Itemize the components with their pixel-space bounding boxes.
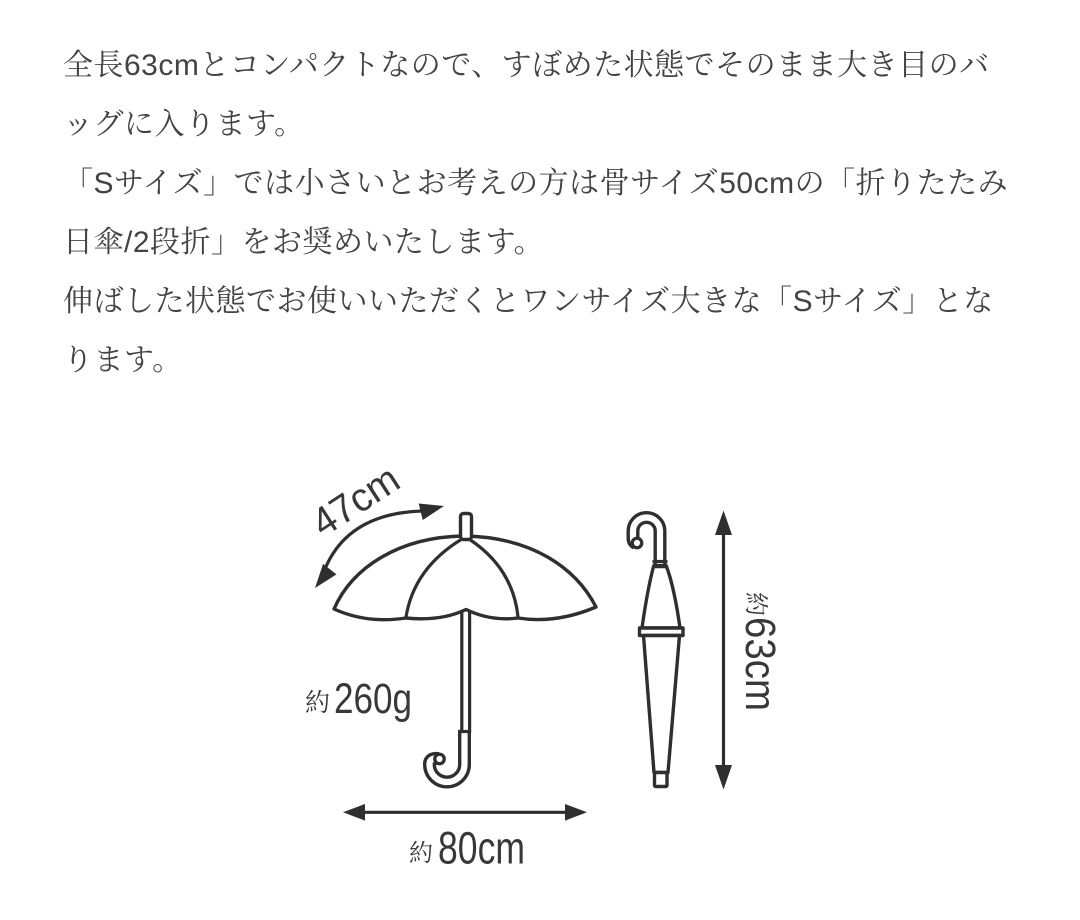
umbrella-canopy xyxy=(334,536,596,620)
description-paragraph: 全長63cmとコンパクトなので、すぼめた状態でそのまま大き目のバッグに入ります。 xyxy=(63,49,990,141)
open-umbrella-illustration xyxy=(334,514,596,783)
folded-canopy-body xyxy=(644,636,680,773)
length-label-prefix: 約 xyxy=(742,592,769,616)
handle-tip xyxy=(436,756,442,762)
description-paragraph: 「Sサイズ」では小さいとお考えの方は骨サイズ50cmの「折りたたみ日傘/2段折」をお奨めいたします。 xyxy=(63,167,1009,259)
rib-length-label: 47cm xyxy=(303,455,410,546)
width-label-prefix: 約 xyxy=(409,840,433,867)
arrowhead-down xyxy=(715,765,732,790)
height-arrow xyxy=(715,511,784,790)
arrowhead-right xyxy=(565,804,587,821)
arrowhead-up-right xyxy=(419,498,446,520)
closed-umbrella-tip xyxy=(655,773,668,787)
arrowhead-left xyxy=(343,804,365,821)
width-arrow xyxy=(343,804,587,874)
arrowhead-down-left xyxy=(308,564,336,593)
hook-tip xyxy=(634,540,640,546)
length-label-value: 63cm xyxy=(736,617,784,723)
weight-label-value: 260g xyxy=(334,675,412,723)
weight-label-prefix: 約 xyxy=(305,689,331,717)
umbrella-ferrule xyxy=(461,514,472,540)
closed-umbrella-illustration xyxy=(631,518,683,787)
weight-label xyxy=(305,675,412,723)
width-label-value: 80cm xyxy=(438,822,525,874)
arrowhead-up xyxy=(715,511,732,536)
folded-canopy-top xyxy=(642,567,680,629)
description-paragraph: 伸ばした状態でお使いいただくとワンサイズ大きな「Sサイズ」となります。 xyxy=(63,285,994,377)
